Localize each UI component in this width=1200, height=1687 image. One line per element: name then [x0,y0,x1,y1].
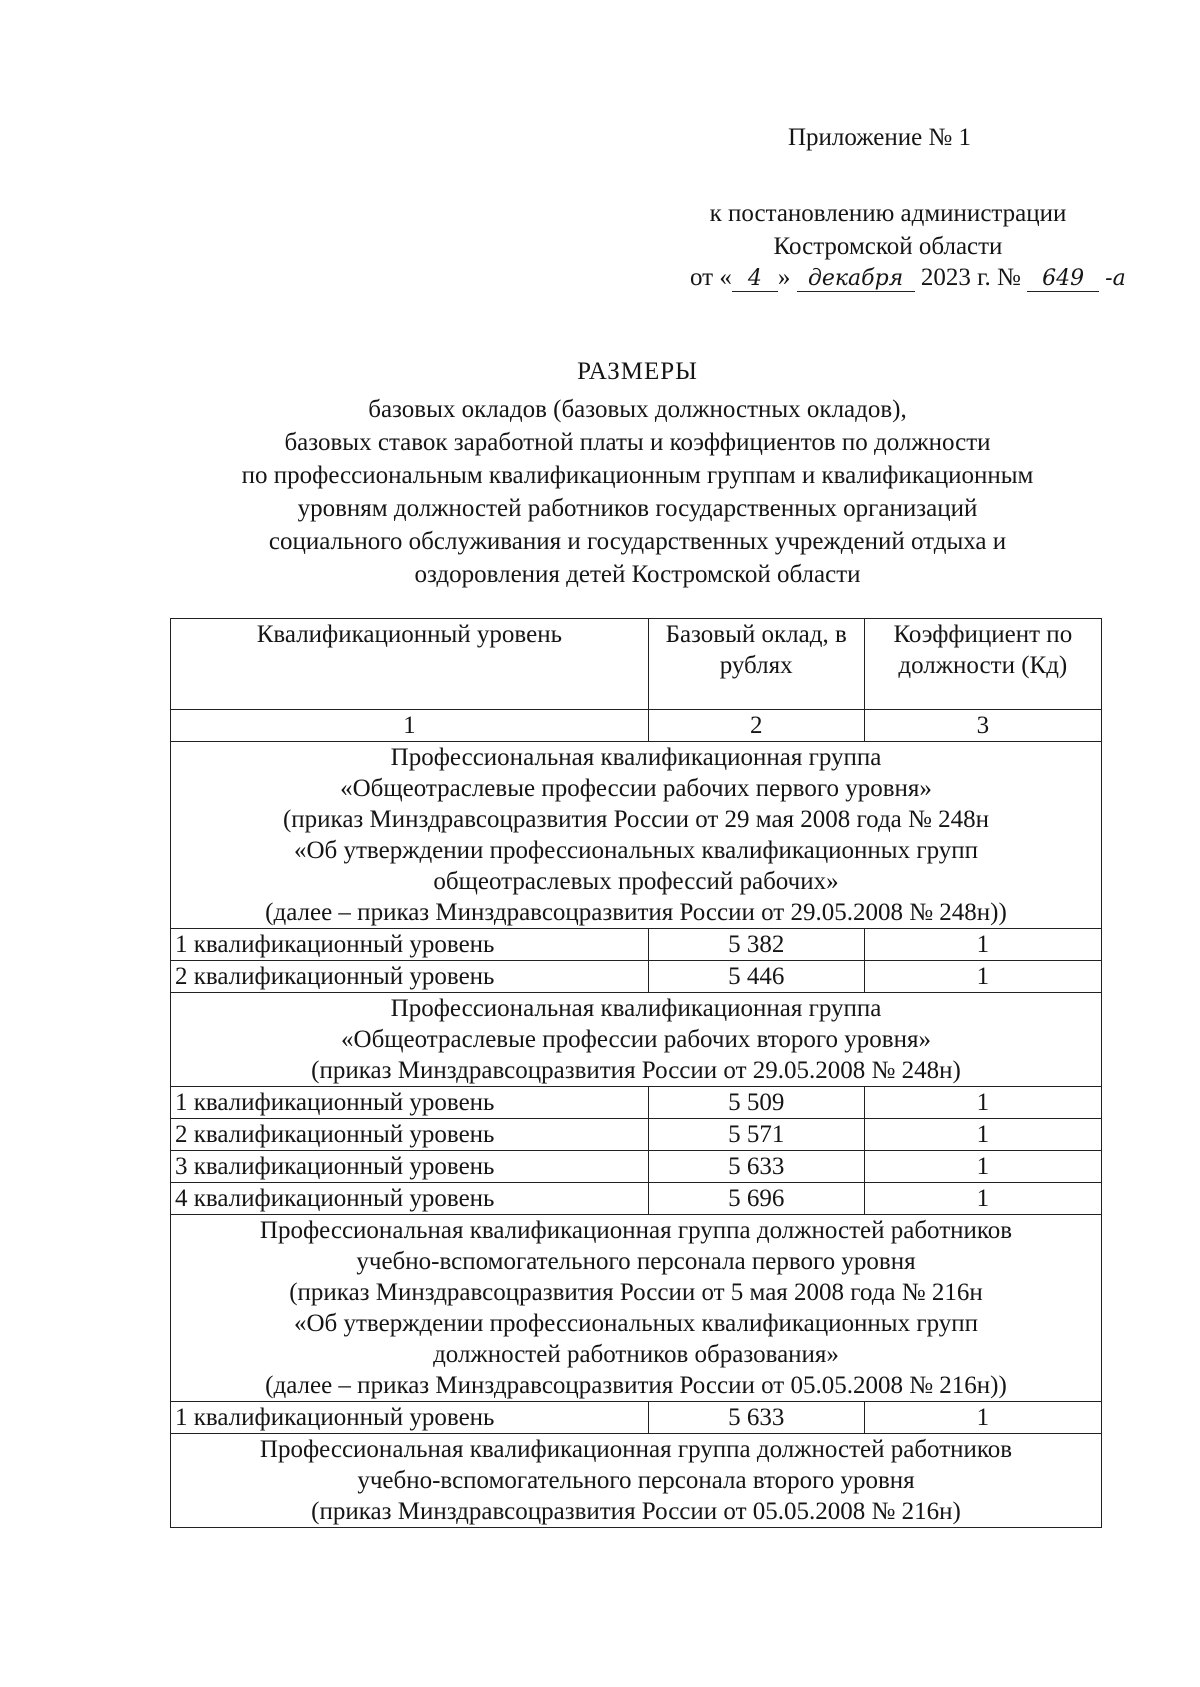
salary-table [170,618,1102,1528]
document-title: РАЗМЕРЫ [577,358,698,385]
group-title-line: (далее – приказ Минздравсоцразвития России от 29.05.2008 № 248н)) [265,899,1007,926]
coefficient-cell: 1 [864,1087,1101,1119]
handwritten-day: 4 [732,267,778,292]
header-qualification-level: Квалификационный уровень [171,619,649,710]
coefficient-cell: 1 [864,1402,1101,1434]
group-title-line: (приказ Минздравсоцразвития России от 5 мая 2008 года № 216н [289,1279,983,1306]
date-prefix: от « [690,264,732,291]
level-cell: 3 квалификационный уровень [171,1151,649,1183]
group-title-line: учебно-вспомогательного персонала второго уровня [357,1467,915,1494]
group-title [171,1434,1102,1528]
table-header-row [171,619,1102,710]
salary-cell: 5 696 [648,1183,864,1215]
group-title [171,742,1102,929]
subtitle-line: базовых ставок заработной платы и коэффициентов по должности [284,429,991,456]
decree-reference-line: Костромской области [773,233,1003,260]
subtitle-line: уровням должностей работников государственных организаций [297,495,978,522]
table-row [171,1402,1102,1434]
group-title-line: «Об утверждении профессиональных квалификационных групп [293,1310,979,1337]
group-title-line: Профессиональная квалификационная группа должностей работников [259,1436,1013,1463]
coefficient-cell: 1 [864,929,1101,961]
group-title-line: (далее – приказ Минздравсоцразвития России от 05.05.2008 № 216н)) [265,1372,1007,1399]
group-row [171,742,1102,929]
coefficient-cell: 1 [864,1151,1101,1183]
column-number: 1 [171,710,649,742]
group-title-line: «Общеотраслевые профессии рабочих первого уровня» [340,775,932,802]
column-number: 3 [864,710,1101,742]
decree-reference [660,197,1116,263]
group-title-line: общеотраслевых профессий рабочих» [433,868,839,895]
coefficient-cell: 1 [864,1183,1101,1215]
coefficient-cell: 1 [864,1119,1101,1151]
group-title-line: «Общеотраслевые профессии рабочих второго уровня» [341,1026,931,1053]
group-title [171,993,1102,1087]
handwritten-decree-suffix: -а [1105,266,1126,291]
salary-cell: 5 446 [648,961,864,993]
group-title-line: учебно-вспомогательного персонала первого уровня [356,1248,916,1275]
level-cell: 4 квалификационный уровень [171,1183,649,1215]
subtitle-line: социального обслуживания и государственных учреждений отдыха и [268,528,1007,555]
group-title-line: Профессиональная квалификационная группа [390,995,882,1022]
group-title-line: Профессиональная квалификационная группа [390,744,882,771]
salary-cell: 5 571 [648,1119,864,1151]
group-row [171,1434,1102,1528]
header-coefficient: Коэффициент по должности (Кд) [864,619,1101,710]
date-year: 2023 г. № [920,264,1021,291]
header-base-salary: Базовый оклад, в рублях [648,619,864,710]
column-number: 2 [648,710,864,742]
document-subtitle [160,393,1115,591]
level-cell: 2 квалификационный уровень [171,961,649,993]
coefficient-cell: 1 [864,961,1101,993]
appendix-title: Приложение № 1 [788,124,972,151]
table-row [171,929,1102,961]
group-row [171,993,1102,1087]
group-title-line: «Об утверждении профессиональных квалификационных групп [293,837,979,864]
level-cell: 1 квалификационный уровень [171,1087,649,1119]
decree-reference-line: к постановлению администрации [709,200,1067,227]
group-row [171,1215,1102,1402]
salary-cell: 5 633 [648,1151,864,1183]
level-cell: 1 квалификационный уровень [171,929,649,961]
level-cell: 2 квалификационный уровень [171,1119,649,1151]
salary-cell: 5 382 [648,929,864,961]
salary-cell: 5 509 [648,1087,864,1119]
subtitle-line: по профессиональным квалификационным группам и квалификационным [241,462,1034,489]
group-title-line: Профессиональная квалификационная группа должностей работников [259,1217,1013,1244]
group-title-line: (приказ Минздравсоцразвития России от 29.05.2008 № 248н) [311,1057,961,1084]
salary-cell: 5 633 [648,1402,864,1434]
handwritten-month: декабря [797,267,915,292]
group-title-line: должностей работников образования» [433,1341,839,1368]
group-title-line: (приказ Минздравсоцразвития России от 29 мая 2008 года № 248н [282,806,990,833]
group-title-line: (приказ Минздравсоцразвития России от 05.05.2008 № 216н) [311,1498,961,1525]
column-number-row [171,710,1102,742]
level-cell: 1 квалификационный уровень [171,1402,649,1434]
subtitle-line: оздоровления детей Костромской области [414,561,861,588]
decree-date-line [690,264,1126,292]
table-row [171,1087,1102,1119]
group-title [171,1215,1102,1402]
subtitle-line: базовых окладов (базовых должностных окладов), [368,396,907,423]
date-mid: » [777,264,791,291]
table-row [171,1119,1102,1151]
table-row [171,1183,1102,1215]
handwritten-decree-number: 649 [1027,267,1099,292]
table-row [171,1151,1102,1183]
table-row [171,961,1102,993]
